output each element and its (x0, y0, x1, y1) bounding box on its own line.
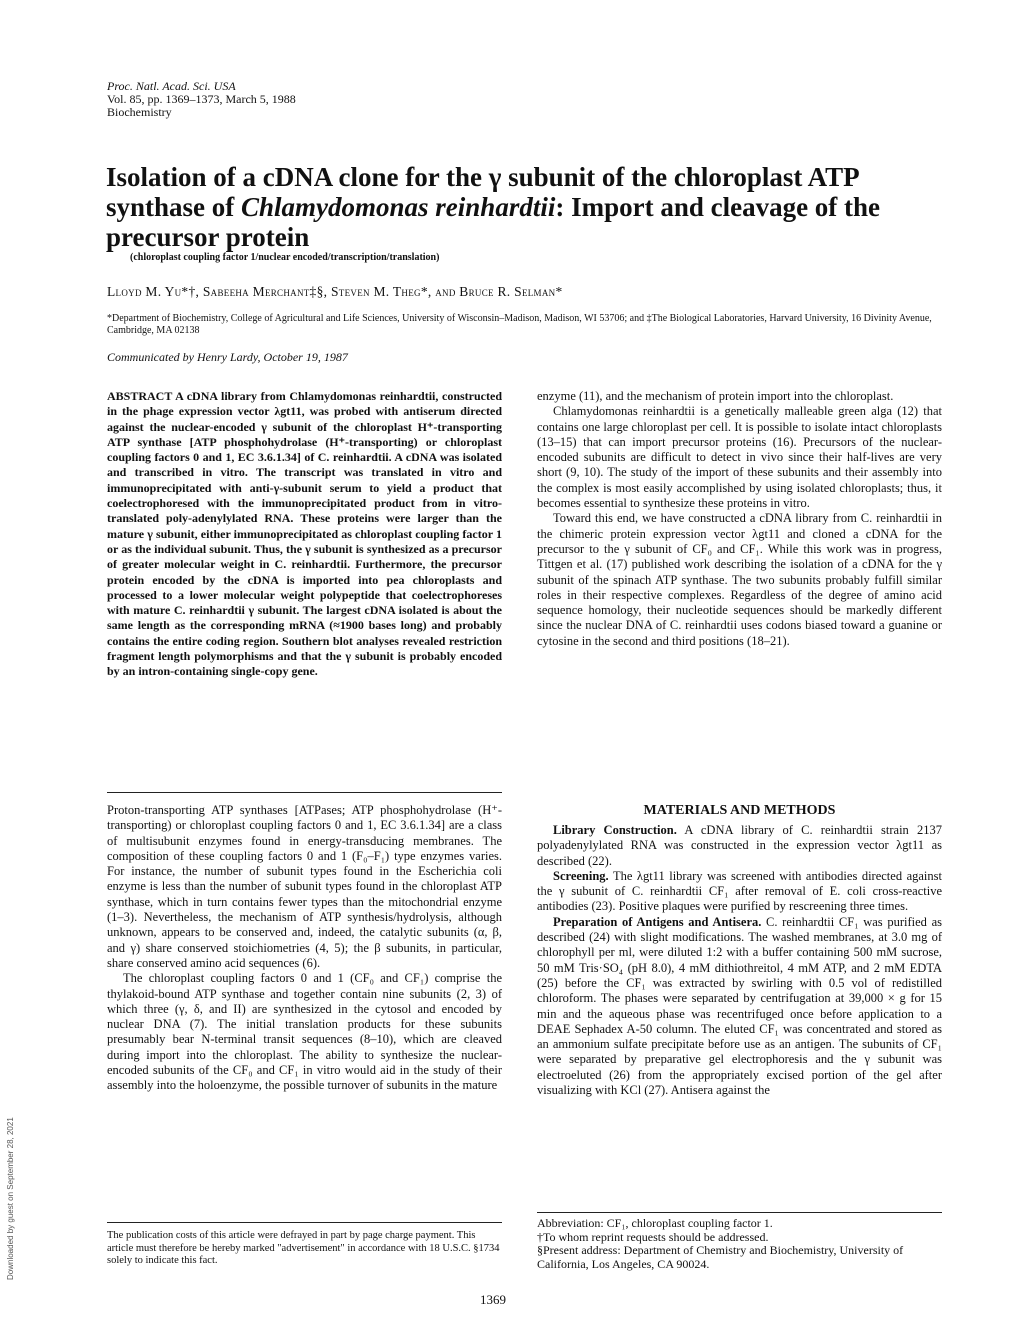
title-part2: : Import and cleavage of the precursor protein (106, 192, 881, 252)
footnote-line: §Present address: Department of Chemistry and Biochemistry, University of California, Los Angeles, CA 90024. (537, 1243, 904, 1271)
title-organism: Chlamydomonas reinhardtii (241, 192, 556, 222)
methods-paragraph (537, 915, 942, 1099)
methods-column (537, 823, 942, 1098)
article-title (106, 162, 936, 252)
abstract-rule (107, 792, 502, 793)
title-part1: Isolation of a cDNA clone for the γ subunit of the chloroplast ATP synthase of (106, 162, 859, 222)
footnote-rule-right (537, 1212, 942, 1213)
runin-heading: Screening. (553, 868, 609, 883)
methods-paragraph (537, 869, 942, 915)
runin-heading: Library Construction. (553, 823, 677, 837)
paragraph: Proton-transporting ATP synthases [ATPases; ATP phosphohydrolase (H⁺-transporting) or chloroplast coupling factors 0 and 1, EC 3.6.1.34] are a class of multisubunit enzymes found in energy-transducing membranes. The composition of these coupling factors 0 and 1 (F₀–F₁) type enzymes varies. For instance, the number of subunit types found in the Escherichia coli enzyme is less than the number of subunit types found in the chloroplast ATP synthase, which in turn contains fewer types than the mitochondrial enzyme (1–3). Nevertheless, the mechanism of ATP synthesis/hydrolysis, although unknown, appears to be conserved and, indeed, the catalytic subunits (α, β, and γ) share conserved stoichiometries (4, 5); the β subunits, in particular, share conserved amino acid sequences (6). (107, 803, 502, 970)
journal-header (107, 80, 296, 119)
runin-heading: Preparation of Antigens and Antisera. (553, 914, 762, 929)
paragraph: enzyme (11), and the mechanism of protein import into the chloroplast. (537, 389, 894, 403)
intro-left-column (107, 803, 502, 1094)
methods-text: A cDNA library of C. reinhardtii strain 2137 polyadenylylated RNA was constructed in the expression vector λgt11 as described (22). (537, 823, 942, 868)
paragraph: Chlamydomonas reinhardtii is a genetically malleable green alga (12) that contains one large chloroplast per cell. It is possible to isolate intact chloroplasts (13–15) that can import precursor proteins (16). Precursors of the nuclear-encoded subunits are difficult to detect in vivo since their half-lives are very short (9, 10). The study of the import of these subunits and their assembly into the complex is most easily accomplished by using isolated chloroplasts; thus, it becomes essential to synthesize these proteins in vitro. (537, 404, 942, 511)
communicated-by: Communicated by Henry Lardy, October 19, 1987 (107, 350, 348, 364)
page-number: 1369 (480, 1292, 506, 1307)
journal-section: Biochemistry (107, 105, 172, 119)
journal-volume: Vol. 85, pp. 1369–1373, March 5, 1988 (107, 92, 296, 106)
author-footnotes (537, 1217, 942, 1271)
footnote-line: Abbreviation: CF₁, chloroplast coupling factor 1. (537, 1216, 773, 1230)
methods-text: C. reinhardtii CF₁ was purified as described (24) with slight modifications. The washed membranes, at 3.0 mg of chlorophyll per ml, were diluted 1:2 with a buffer containing 500 mM sucrose, 50 mM Tris·SO₄ (pH 8.0), 4 mM dithiothreitol, 4 mM ATP, and 2 mM EDTA (25) before the CF₁ was extracted by swirling with 0.5 vol of redistilled chloroform. The phases were separated by centrifugation at 39,000 × g for 15 min and the aqueous phase was recentrifuged once before application to a DEAE Sephadex A-50 column. The eluted CF₁ was concentrated and stored as an ammonium sulfate precipitate before use as an antigen. The subunits of CF₁ were separated by preparative gel electrophoresis and the γ subunit was electroeluted (26) from the appropriately excised portion of the gel after visualizing with KCl (27). Antisera against the (537, 914, 942, 1098)
keywords: (chloroplast coupling factor 1/nuclear encoded/transcription/translation) (130, 252, 440, 263)
methods-text: The λgt11 library was screened with antibodies directed against the γ subunit of C. reinhardtii CF₁ after removal of E. coli cross-reactive antibodies (23). Positive plaques were purified by rescreening three times. (537, 868, 942, 914)
download-note: Downloaded by guest on September 28, 2021 (6, 1117, 15, 1280)
intro-right-column (537, 389, 942, 649)
footnote-line: †To whom reprint requests should be addressed. (537, 1229, 769, 1244)
footnote-rule-left (107, 1222, 502, 1223)
publication-footnote: The publication costs of this article were defrayed in part by page charge payment. This article must therefore be hereby marked "advertisement" in accordance with 18 U.S.C. §1734 solely to indicate this fact. (107, 1230, 500, 1266)
methods-paragraph (537, 823, 942, 869)
abstract: ABSTRACT A cDNA library from Chlamydomonas reinhardtii, constructed in the phage expression vector λgt11, was probed with antiserum directed against the nuclear-encoded γ subunit of the chloroplast H⁺-transporting ATP synthase [ATP phosphohydrolase (H⁺-transporting) or chloroplast coupling factors 0 and 1, EC 3.6.1.34] of C. reinhardtii. A cDNA was isolated and transcribed in vitro. The transcript was translated in vitro and immunoprecipitated with anti-γ-subunit serum to yield a product that coelectrophoresed with the immunoprecipitated product from in vitro-translated poly-adenylylated RNA. These proteins were larger than the mature γ subunit, either immunoprecipitated as chloroplast coupling factor 1 or as the individual subunit. Thus, the γ subunit is synthesized as a precursor of greater molecular weight in C. reinhardtii. Furthermore, the precursor protein encoded by the cDNA is imported into pea chloroplasts and processed to a lower molecular weight polypeptide that coelectrophoreses with mature C. reinhardtii γ subunit. The largest cDNA isolated is about the same length as the corresponding mRNA (≈1900 bases long) and probably contains the entire coding region. Southern blot analyses revealed restriction fragment length polymorphisms and that the γ subunit is probably encoded by an intron-containing single-copy gene. (107, 389, 502, 679)
journal-name: Proc. Natl. Acad. Sci. USA (107, 79, 236, 93)
paragraph: Toward this end, we have constructed a cDNA library from C. reinhardtii in the chimeric protein expression vector λgt11 and cloned a cDNA for the precursor to the γ subunit of CF₀ and CF₁. While this work was in progress, Tittgen et al. (17) published work describing the isolation of a cDNA for the γ subunit of the spinach ATP synthase. The two subunits probably fulfill similar roles in their respective complexes. Regardless of the degree of amino acid sequence homology, their nucleotide sequences should be markedly different since the nuclear DNA of C. reinhardtii uses codons biased toward a guanine or cytosine in the second and third positions (18–21). (537, 511, 942, 648)
affiliation: *Department of Biochemistry, College of Agricultural and Life Sciences, University of Wisconsin–Madison, Madison, WI 53706; and ‡The Biological Laboratories, Harvard University, 16 Divinity Avenue, Cambridge, MA 02138 (107, 313, 932, 336)
section-heading: MATERIALS AND METHODS (643, 803, 836, 818)
paragraph: The chloroplast coupling factors 0 and 1 (CF₀ and CF₁) comprise the thylakoid-bound ATP synthase and together contain nine subunits (2, 3) of which three (γ, δ, and II) are synthesized in the cytosol and encoded by nuclear DNA (7). The initial translation products for these subunits presumably bear N-terminal transit sequences (8–10), which are cleaved during import into the chloroplast. The ability to synthesize the nuclear-encoded subunits of the CF₀ and CF₁ in vitro would aid in the study of their assembly into the holoenzyme, the possible turnover of subunits in the mature (107, 971, 502, 1093)
authors: Lloyd M. Yu*†, Sabeeha Merchant‡§, Steven M. Theg*, and Bruce R. Selman* (107, 284, 563, 299)
